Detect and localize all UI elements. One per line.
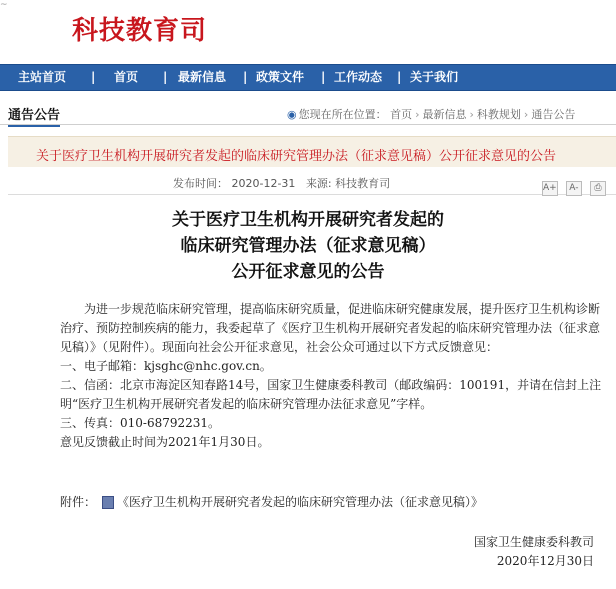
location-pin-icon: ◉: [287, 108, 297, 121]
signature-block: [474, 533, 594, 571]
breadcrumb-label: 您现在所在位置：: [298, 108, 387, 121]
nav-separator: |: [163, 70, 168, 84]
nav-item-policy[interactable]: 政策文件: [256, 70, 305, 84]
article-tools: [539, 175, 606, 196]
file-icon: [102, 496, 114, 509]
nav-separator: |: [243, 70, 248, 84]
breadcrumb-bar: [0, 100, 616, 125]
document-title: [0, 207, 616, 285]
nav-item-latest[interactable]: 最新信息: [178, 70, 227, 84]
document-title-line: 关于医疗卫生机构开展研究者发起的: [172, 210, 444, 230]
signature-date: 2020年12月30日: [496, 554, 594, 568]
article-body: [60, 300, 606, 452]
breadcrumb-item-latest[interactable]: 最新信息: [422, 108, 467, 121]
site-logo[interactable]: 科技教育司: [72, 16, 208, 46]
header-corner-mark: ~: [0, 0, 8, 10]
publish-info: [173, 175, 390, 191]
nav-item-main-home[interactable]: 主站首页: [18, 70, 67, 84]
body-item-fax: 三、传真：010-68792231。: [60, 416, 221, 430]
font-larger-icon[interactable]: A+: [542, 181, 558, 196]
chevron-right-icon: ›: [523, 108, 529, 121]
attachment-link[interactable]: 《医疗卫生机构开展研究者发起的临床研究管理办法（征求意见稿）》: [117, 495, 484, 509]
source-label: 来源:: [305, 177, 332, 190]
article-title: 关于医疗卫生机构开展研究者发起的临床研究管理办法（征求意见稿）公开征求意见的公告: [36, 149, 557, 164]
nav-separator: |: [91, 70, 96, 84]
print-icon[interactable]: ⎙: [590, 181, 606, 196]
breadcrumb-item-planning[interactable]: 科教规划: [476, 108, 521, 121]
section-title: 通告公告: [8, 104, 60, 127]
main-nav: [0, 64, 616, 91]
article-title-bar: [8, 136, 616, 167]
nav-item-news[interactable]: 工作动态: [334, 70, 383, 84]
nav-separator: |: [321, 70, 326, 84]
attachment-label: 附件：: [60, 495, 97, 509]
attachment-line: [60, 493, 483, 510]
breadcrumb-item-notice[interactable]: 通告公告: [531, 108, 576, 121]
nav-item-about[interactable]: 关于我们: [410, 70, 459, 84]
body-item-email: 一、电子邮箱：kjsghc@nhc.gov.cn。: [60, 359, 272, 373]
body-deadline: 意见反馈截止时间为2021年1月30日。: [60, 435, 270, 449]
nav-item-home[interactable]: 首页: [114, 70, 139, 84]
signature-org: 国家卫生健康委科教司: [473, 535, 594, 549]
font-smaller-icon[interactable]: A-: [566, 181, 582, 196]
document-title-line: 公开征求意见的公告: [231, 262, 385, 282]
document-title-line: 临床研究管理办法（征求意见稿）: [180, 236, 436, 256]
publish-date: 2020-12-31: [231, 177, 296, 190]
date-label: 发布时间：: [173, 177, 228, 190]
nav-separator: |: [397, 70, 402, 84]
chevron-right-icon: ›: [469, 108, 474, 121]
breadcrumb-item-home[interactable]: 首页: [390, 108, 413, 121]
breadcrumb: [287, 106, 575, 122]
chevron-right-icon: ›: [415, 108, 420, 121]
body-item-letter: 二、信函：北京市海淀区知春路14号，国家卫生健康委科教司（邮政编码：100191，并请在信封上注明“医疗卫生机构开展研究者发起的临床研究管理办法征求意见”字样。: [60, 378, 602, 411]
site-header: [0, 0, 616, 64]
article-meta: [8, 172, 616, 195]
source-value: 科技教育司: [335, 177, 391, 190]
body-paragraph-intro: 为进一步规范临床研究管理，提高临床研究质量，促进临床研究健康发展，提升医疗卫生机构诊断治疗、预防控制疾病的能力，我委起草了《医疗卫生机构开展研究者发起的临床研究管理办法（征求意见稿）》（见附件）。现面向社会公开征求意见，社会公众可通过以下方式反馈意见：: [60, 302, 601, 354]
